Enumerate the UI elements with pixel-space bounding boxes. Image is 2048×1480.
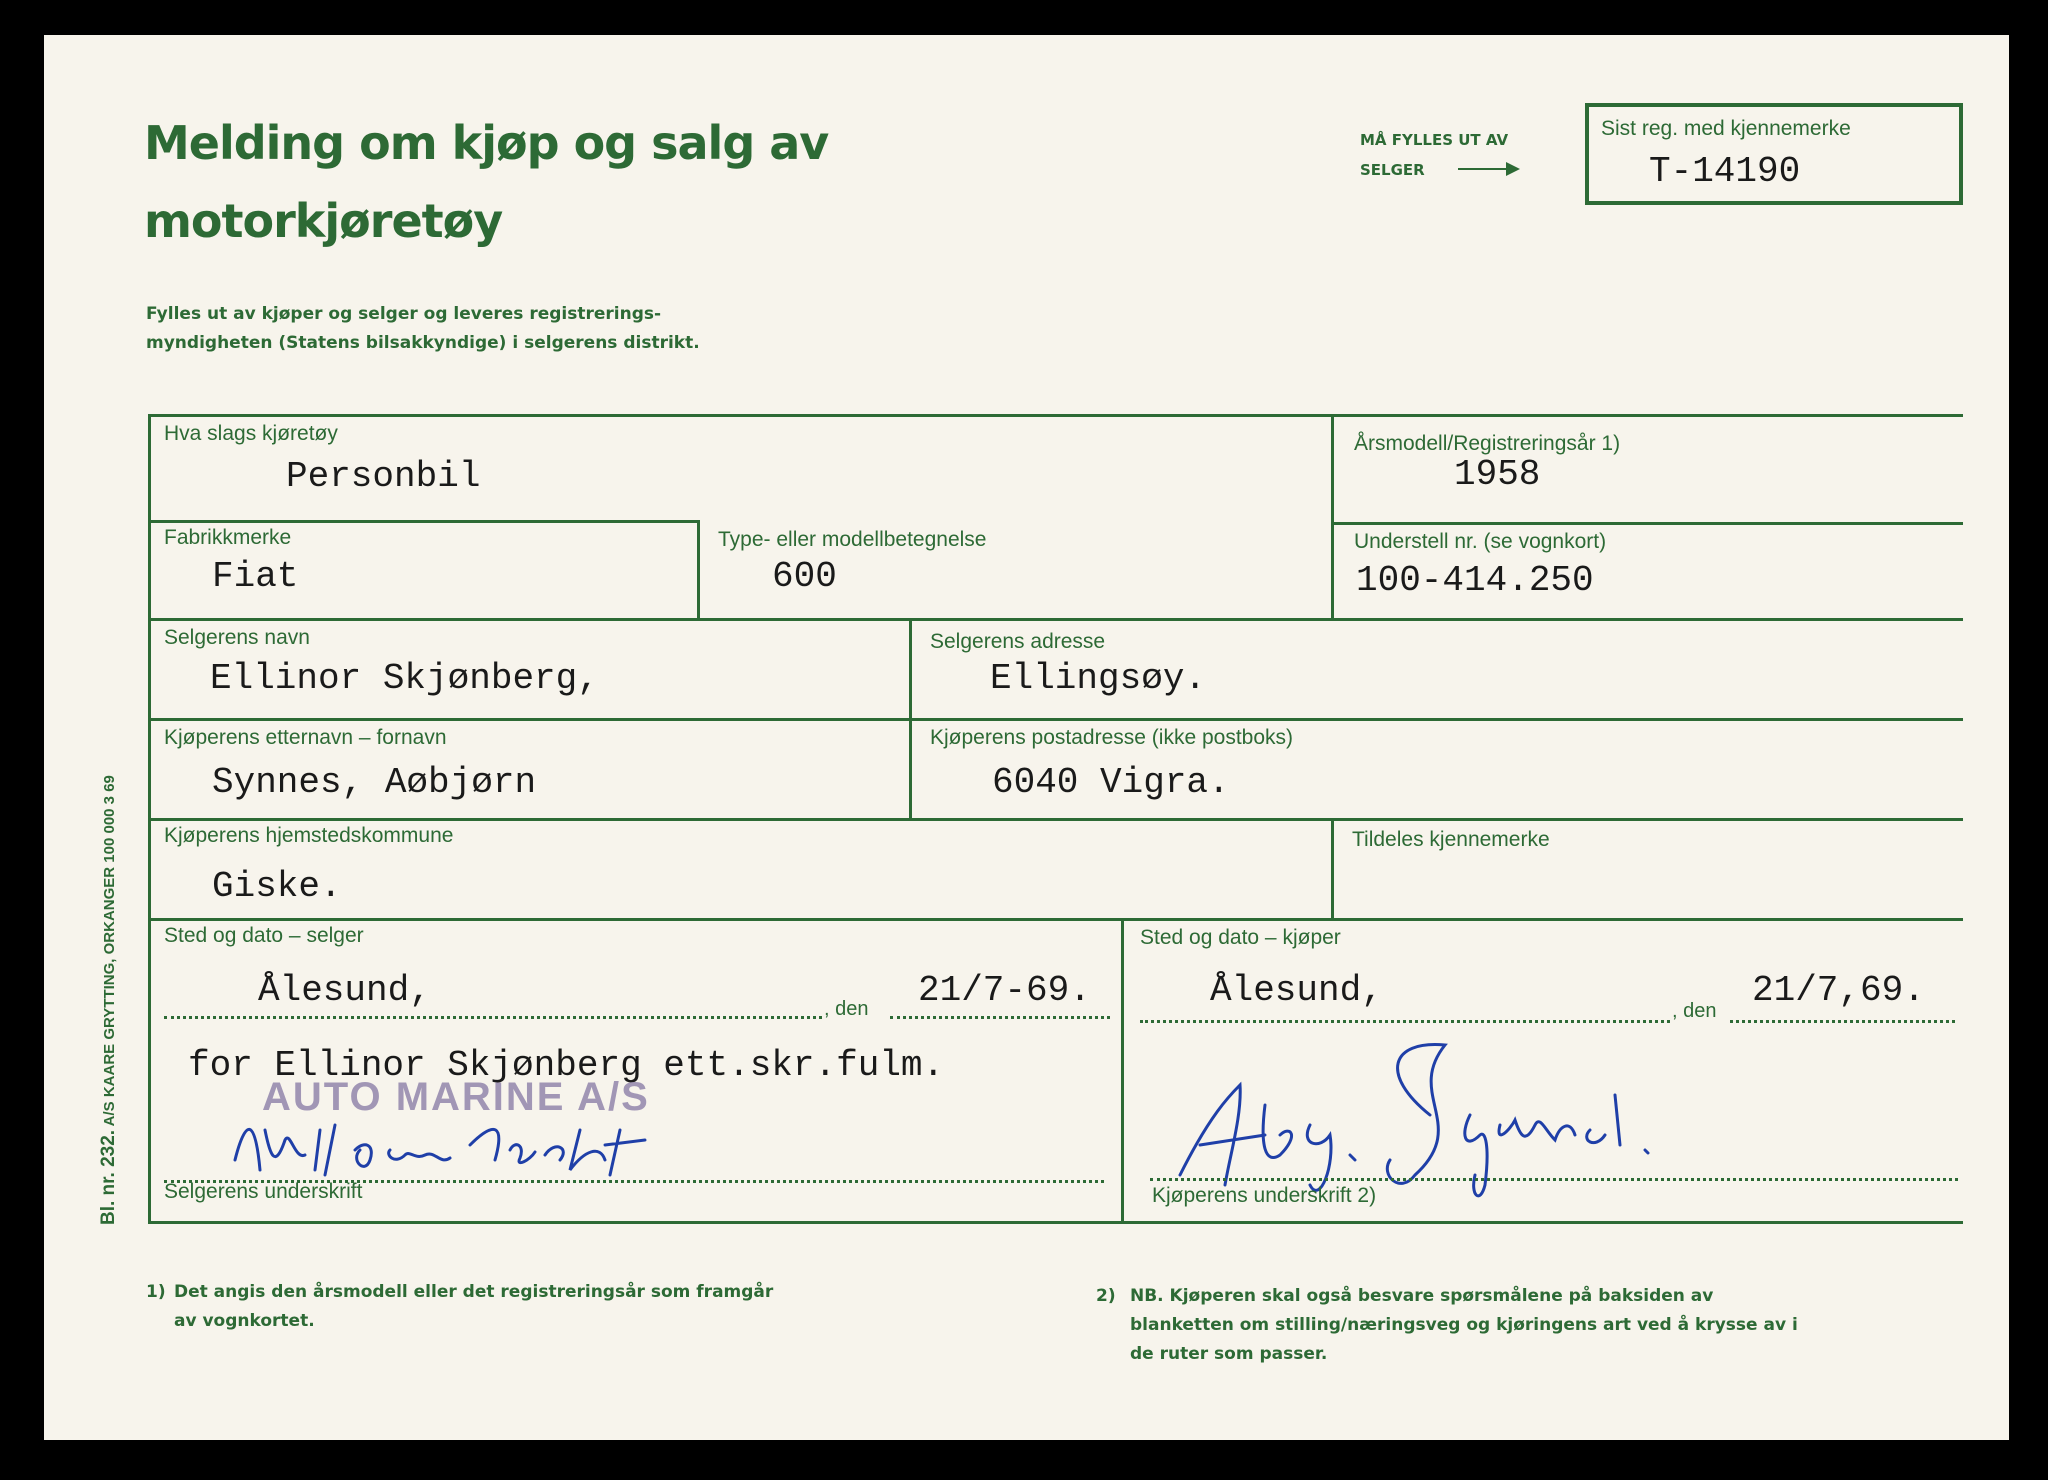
seller-place-label: Sted og dato – selger	[164, 924, 364, 947]
grid-line	[1331, 414, 1334, 620]
reg-box-label: Sist reg. med kjennemerke	[1601, 117, 1851, 140]
buyer-address-label: Kjøperens postadresse (ikke postboks)	[930, 726, 1293, 749]
make-value: Fiat	[212, 556, 299, 597]
model-value: 600	[772, 556, 837, 597]
buyer-signature-line	[1150, 1178, 1958, 1181]
grid-line	[1331, 818, 1334, 918]
footnote-2-text: NB. Kjøperen skal også besvare spørsmålene på baksiden av blanketten om stilling/næringsveg og kjøringens art ved å krysse av i de ruter som passer.	[1130, 1286, 1798, 1364]
model-label: Type- eller modellbetegnelse	[718, 528, 987, 551]
vehicle-type-value: Personbil	[286, 456, 481, 497]
reg-box-value: T-14190	[1649, 151, 1801, 192]
buyer-den: , den	[1672, 1000, 1717, 1022]
grid-line	[148, 918, 1963, 921]
company-stamp: AUTO MARINE A/S	[262, 1075, 650, 1119]
form-title: Melding om kjøp og salg av motorkjøretøy	[144, 116, 829, 248]
seller-signature	[225, 1100, 685, 1190]
seller-address-label: Selgerens adresse	[930, 630, 1106, 653]
buyer-address-value: 6040 Vigra.	[992, 762, 1230, 803]
vehicle-type-label: Hva slags kjøretøy	[164, 422, 338, 445]
must-fill-line1: MÅ FYLLES UT AV	[1360, 131, 1509, 149]
grid-line	[148, 718, 1963, 721]
footnote-1	[146, 1278, 796, 1336]
buyer-signature-label: Kjøperens underskrift 2)	[1152, 1184, 1377, 1207]
seller-place: Ålesund,	[258, 970, 431, 1011]
make-label: Fabrikkmerke	[164, 526, 292, 549]
plate-label: Tildeles kjennemerke	[1352, 828, 1550, 851]
buyer-name-value: Synnes, Aøbjørn	[212, 762, 537, 803]
buyer-place: Ålesund,	[1210, 970, 1383, 1011]
buyer-place-label: Sted og dato – kjøper	[1140, 926, 1341, 949]
buyer-place-line	[1140, 1020, 1670, 1023]
seller-date-line	[890, 1016, 1110, 1019]
buyer-municipality-value: Giske.	[212, 866, 342, 907]
grid-line	[148, 520, 698, 523]
seller-address-value: Ellingsøy.	[990, 658, 1207, 699]
reg-box	[1585, 103, 1963, 205]
footnote-1-text: Det angis den årsmodell eller det registreringsår som framgår av vognkortet.	[174, 1282, 774, 1331]
year-label: Årsmodell/Registreringsår 1)	[1354, 432, 1621, 455]
seller-name-label: Selgerens navn	[164, 626, 310, 649]
year-value: 1958	[1454, 454, 1541, 495]
grid-line	[148, 618, 1963, 621]
buyer-date-line	[1730, 1020, 1955, 1023]
arrow-right-icon	[1458, 168, 1518, 170]
buyer-date: 21/7,69.	[1752, 970, 1925, 1011]
chassis-label: Understell nr. (se vognkort)	[1354, 530, 1607, 553]
seller-name-value: Ellinor Skjønberg,	[210, 658, 599, 699]
footnote-1-number: 1)	[146, 1282, 166, 1302]
seller-signature-label: Selgerens underskrift	[164, 1180, 363, 1203]
grid-line	[148, 1221, 1963, 1224]
seller-place-line	[164, 1016, 822, 1019]
buyer-name-label: Kjøperens etternavn – fornavn	[164, 726, 447, 749]
form-number: Bl. nr. 232.	[98, 1129, 119, 1225]
must-fill-line2: SELGER	[1360, 161, 1425, 179]
form-instructions: Fylles ut av kjøper og selger og leveres registrerings-myndigheten (Statens bilsakkyndige) i selgerens distrikt.	[146, 304, 700, 353]
printer-side-text	[98, 775, 120, 1225]
footnote-2-number: 2)	[1096, 1286, 1116, 1306]
buyer-municipality-label: Kjøperens hjemstedskommune	[164, 824, 454, 847]
grid-line	[148, 818, 1963, 821]
grid-line	[148, 414, 1963, 417]
seller-den: , den	[824, 998, 869, 1020]
footnote-2	[1096, 1282, 1816, 1369]
grid-line	[697, 520, 700, 620]
grid-line	[1333, 522, 1963, 525]
printer-info: A/S KAARE GRYTTING, ORKANGER 100 000 3 69	[101, 775, 118, 1127]
must-fill-note	[1360, 125, 1580, 185]
grid-line	[1121, 918, 1124, 1223]
seller-date: 21/7-69.	[918, 970, 1091, 1011]
proxy-line: for Ellinor Skjønberg ett.skr.fulm.	[188, 1045, 945, 1086]
chassis-value: 100-414.250	[1356, 560, 1594, 601]
